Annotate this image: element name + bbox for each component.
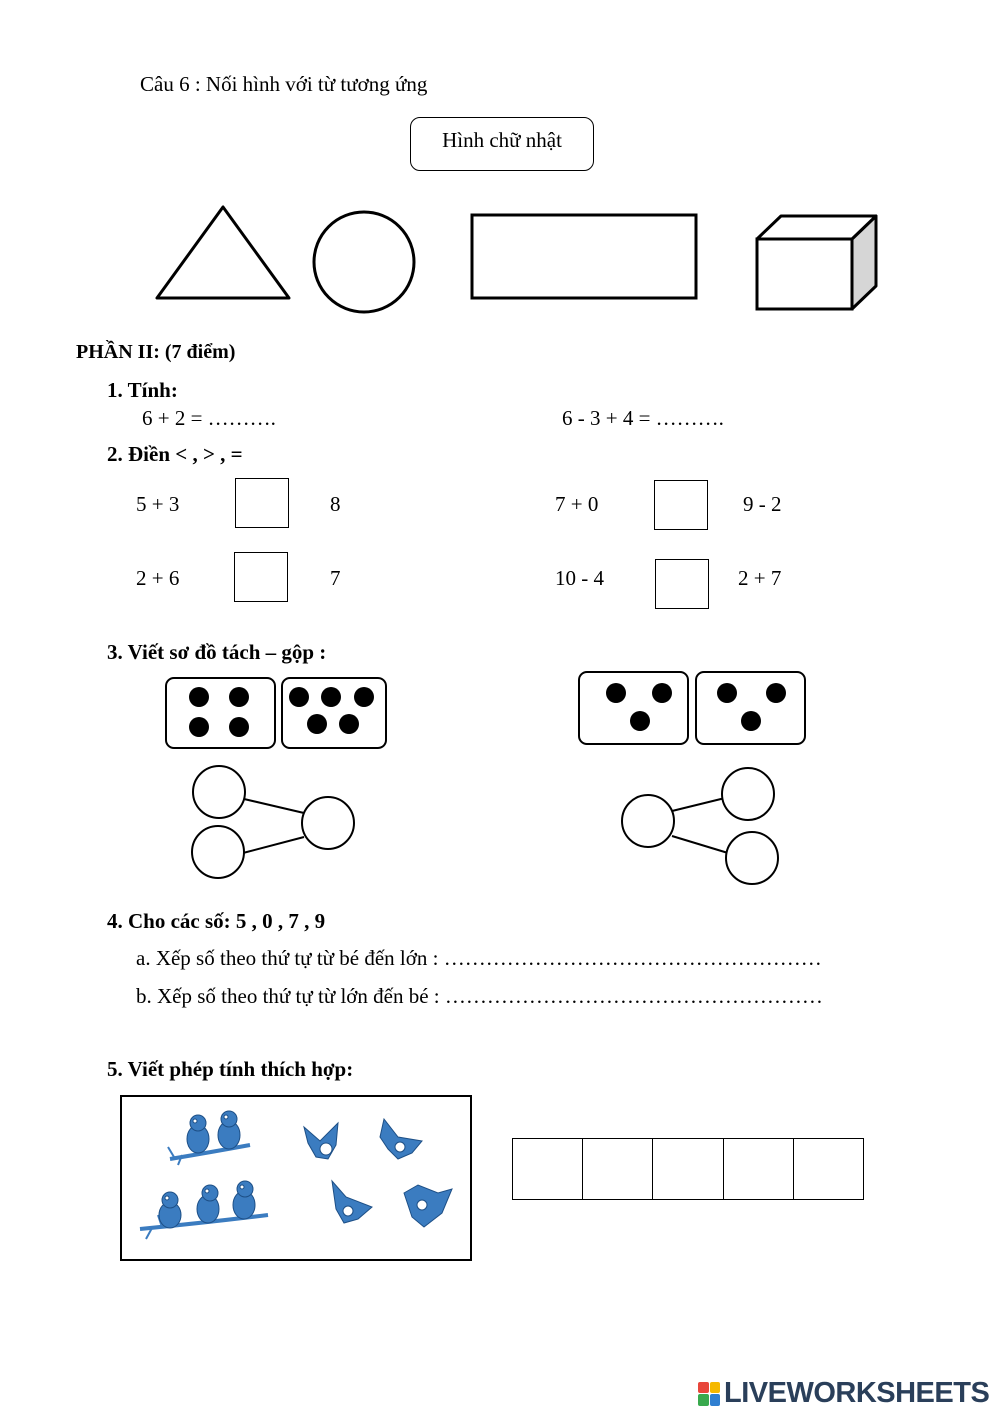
q2-row4-left: 10 - 4 (555, 566, 604, 590)
question-6-title: Câu 6 : Nối hình với từ tương ứng (140, 72, 428, 96)
split-diagram-right (622, 768, 778, 884)
q3-label: 3. Viết sơ đồ tách – gộp : (107, 640, 327, 664)
q2-row3-right: 7 (330, 566, 341, 590)
q1-expr-left: 6 + 2 = ………. (142, 406, 276, 430)
part-2-heading: PHẦN II: (7 điểm) (76, 341, 236, 363)
answer-circle[interactable] (622, 795, 674, 847)
q2-row4-right: 2 + 7 (738, 566, 782, 590)
compare-box[interactable] (655, 559, 709, 609)
answer-circle[interactable] (193, 766, 245, 818)
answer-cell[interactable] (583, 1139, 653, 1199)
q2-row1-left: 5 + 3 (136, 492, 180, 516)
cube-icon[interactable] (757, 216, 876, 309)
birds-illustration (122, 1097, 472, 1261)
dot (339, 714, 359, 734)
answer-circle[interactable] (726, 832, 778, 884)
answer-cells (512, 1138, 864, 1200)
dot (766, 683, 786, 703)
merge-diagram-left (192, 766, 354, 878)
dot (717, 683, 737, 703)
q2-row3-left: 2 + 6 (136, 566, 180, 590)
answer-cell[interactable] (513, 1139, 583, 1199)
compare-box[interactable] (234, 552, 288, 602)
bird-sitting-icon (159, 1192, 181, 1228)
logo-mark-icon (698, 1382, 720, 1406)
word-box-label: Hình chữ nhật (442, 127, 562, 152)
answer-circle[interactable] (722, 768, 774, 820)
dot-card (281, 677, 387, 749)
q4-b-line[interactable]: b. Xếp số theo thứ tự từ lớn đến bé : ……………………………………………… (136, 984, 823, 1008)
split-merge-diagrams (0, 750, 1000, 900)
dot (741, 711, 761, 731)
shapes-row (0, 0, 1000, 330)
liveworksheets-logo[interactable] (698, 1377, 989, 1410)
q2-row1-right: 8 (330, 492, 341, 516)
bird-sitting-icon (197, 1185, 219, 1223)
q4-label: 4. Cho các số: 5 , 0 , 7 , 9 (107, 909, 326, 933)
answer-cell[interactable] (724, 1139, 794, 1199)
rectangle-icon[interactable] (472, 215, 696, 298)
answer-cell[interactable] (794, 1139, 863, 1199)
bird-sitting-icon (233, 1181, 255, 1219)
dot (630, 711, 650, 731)
dot (189, 687, 209, 707)
compare-box[interactable] (654, 480, 708, 530)
answer-circle[interactable] (302, 797, 354, 849)
bird-picture (120, 1095, 472, 1261)
bird-sitting-icon (218, 1111, 240, 1149)
q1-expr-right: 6 - 3 + 4 = ………. (562, 406, 724, 430)
dot (652, 683, 672, 703)
dot-card (695, 671, 806, 745)
bird-flying-icon (304, 1123, 338, 1159)
dot (321, 687, 341, 707)
dot (606, 683, 626, 703)
q2-row2-right: 9 - 2 (743, 492, 782, 516)
bird-flying-icon (404, 1185, 452, 1227)
q5-label: 5. Viết phép tính thích hợp: (107, 1057, 354, 1081)
dot (289, 687, 309, 707)
compare-box[interactable] (235, 478, 289, 528)
bird-flying-icon (332, 1181, 372, 1223)
dot (229, 687, 249, 707)
q2-label: 2. Điền < , > , = (107, 442, 243, 466)
dot-card (165, 677, 276, 749)
answer-cell[interactable] (653, 1139, 723, 1199)
dot (307, 714, 327, 734)
dot (354, 687, 374, 707)
dot (189, 717, 209, 737)
bird-flying-icon (380, 1119, 422, 1159)
logo-text: LIVEWORKSHEETS (724, 1377, 990, 1409)
triangle-icon[interactable] (157, 207, 289, 298)
answer-circle[interactable] (192, 826, 244, 878)
circle-icon[interactable] (314, 212, 414, 312)
q4-a-line[interactable]: a. Xếp số theo thứ tự từ bé đến lớn : ……………………………………………… (136, 946, 822, 970)
dot-card (578, 671, 689, 745)
q2-row2-left: 7 + 0 (555, 492, 599, 516)
bird-sitting-icon (187, 1115, 209, 1153)
q1-label: 1. Tính: (107, 378, 178, 402)
dot (229, 717, 249, 737)
